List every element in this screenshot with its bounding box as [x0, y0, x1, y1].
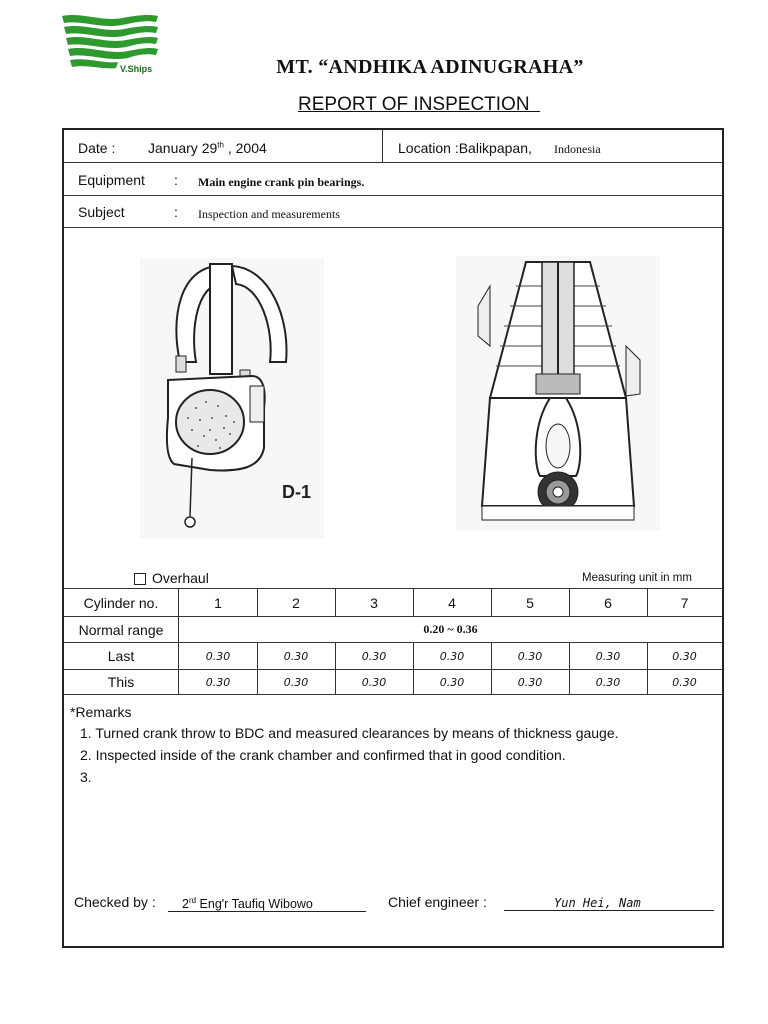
- measurement-cell: 0.30: [439, 675, 465, 689]
- ship-name: MT. “ANDHIKA ADINUGRAHA”: [276, 56, 584, 78]
- cylinder-header: 3: [370, 594, 378, 611]
- checked-by-name: [168, 896, 366, 912]
- cylinder-header: 6: [604, 594, 612, 611]
- checked-by-sup: rd: [188, 896, 197, 905]
- cylinder-header: 2: [292, 594, 300, 611]
- date-value-main: January 29: [148, 140, 218, 156]
- subject-value: Inspection and measurements: [198, 207, 340, 221]
- date-value-sup: th: [217, 140, 224, 150]
- date-value-year: , 2004: [223, 140, 267, 156]
- measurement-cell: 0.30: [672, 649, 697, 663]
- measurement-cell: 0.30: [205, 649, 231, 663]
- divider: [382, 130, 383, 162]
- drawing-caption: D-1: [282, 482, 312, 502]
- checked-by-label: Checked by :: [74, 894, 156, 910]
- cylinder-no-label: Cylinder no.: [83, 594, 159, 611]
- measurement-cell: 0.30: [517, 675, 543, 689]
- cylinder-header: 4: [448, 594, 456, 611]
- measurement-cell: 0.30: [361, 675, 387, 689]
- measurement-cell: 0.30: [595, 649, 621, 663]
- crank-pin-bearing-drawing: [140, 258, 324, 538]
- cylinder-header: 1: [214, 594, 222, 611]
- chief-engineer-label: Chief engineer :: [388, 894, 487, 910]
- logo-text: V.Ships: [120, 64, 153, 74]
- cylinder-header: 7: [680, 594, 689, 611]
- row-label-this: This: [107, 674, 135, 690]
- date-label: Date :: [78, 140, 116, 156]
- inspection-form: [62, 128, 724, 948]
- remark-item: 2. Inspected inside of the crank chamber and confirmed that in good condition.: [80, 747, 566, 763]
- cylinder-header: 5: [526, 594, 534, 611]
- subject-label: Subject: [78, 204, 125, 220]
- normal-range-value: 0.20 ~ 0.36: [423, 622, 478, 636]
- subject-colon: :: [174, 204, 178, 220]
- measurement-cell: 0.30: [439, 649, 465, 663]
- measurement-cell: 0.30: [283, 675, 309, 689]
- location-label: Location :Balikpapan,: [398, 140, 532, 156]
- measurement-cell: 0.30: [283, 649, 309, 663]
- overhaul-checkbox[interactable]: [134, 573, 146, 585]
- divider: [64, 694, 722, 695]
- overhaul-label: Overhaul: [152, 570, 209, 586]
- chief-engineer-name: Yun Hei, Nam: [504, 896, 714, 911]
- date-value: [148, 140, 267, 156]
- divider: [64, 162, 722, 163]
- equipment-value: Main engine crank pin bearings.: [198, 175, 365, 189]
- engine-cross-section-drawing: [456, 256, 660, 530]
- checked-by-prefix: 2: [182, 897, 189, 912]
- measurement-cell: 0.30: [672, 675, 697, 689]
- remarks-title: *Remarks: [70, 704, 132, 720]
- row-label-last: Last: [107, 648, 135, 664]
- report-title: REPORT OF INSPECTION: [298, 94, 541, 115]
- location-value: Indonesia: [554, 142, 601, 156]
- equipment-colon: :: [174, 172, 178, 188]
- equipment-label: Equipment: [78, 172, 145, 188]
- measurement-cell: 0.30: [517, 649, 543, 663]
- remark-item: 1. Turned crank throw to BDC and measured clearances by means of thickness gauge.: [80, 725, 619, 741]
- measurement-cell: 0.30: [205, 675, 231, 689]
- measuring-unit: Measuring unit in mm: [582, 572, 692, 584]
- remark-item: 3.: [80, 769, 92, 785]
- checked-by-engineer: Eng'r Taufiq Wibowo: [196, 897, 313, 912]
- normal-range-label: Normal range: [78, 621, 164, 638]
- measurement-cell: 0.30: [595, 675, 621, 689]
- measurement-cell: 0.30: [361, 649, 387, 663]
- divider: [64, 227, 722, 228]
- divider: [64, 195, 722, 196]
